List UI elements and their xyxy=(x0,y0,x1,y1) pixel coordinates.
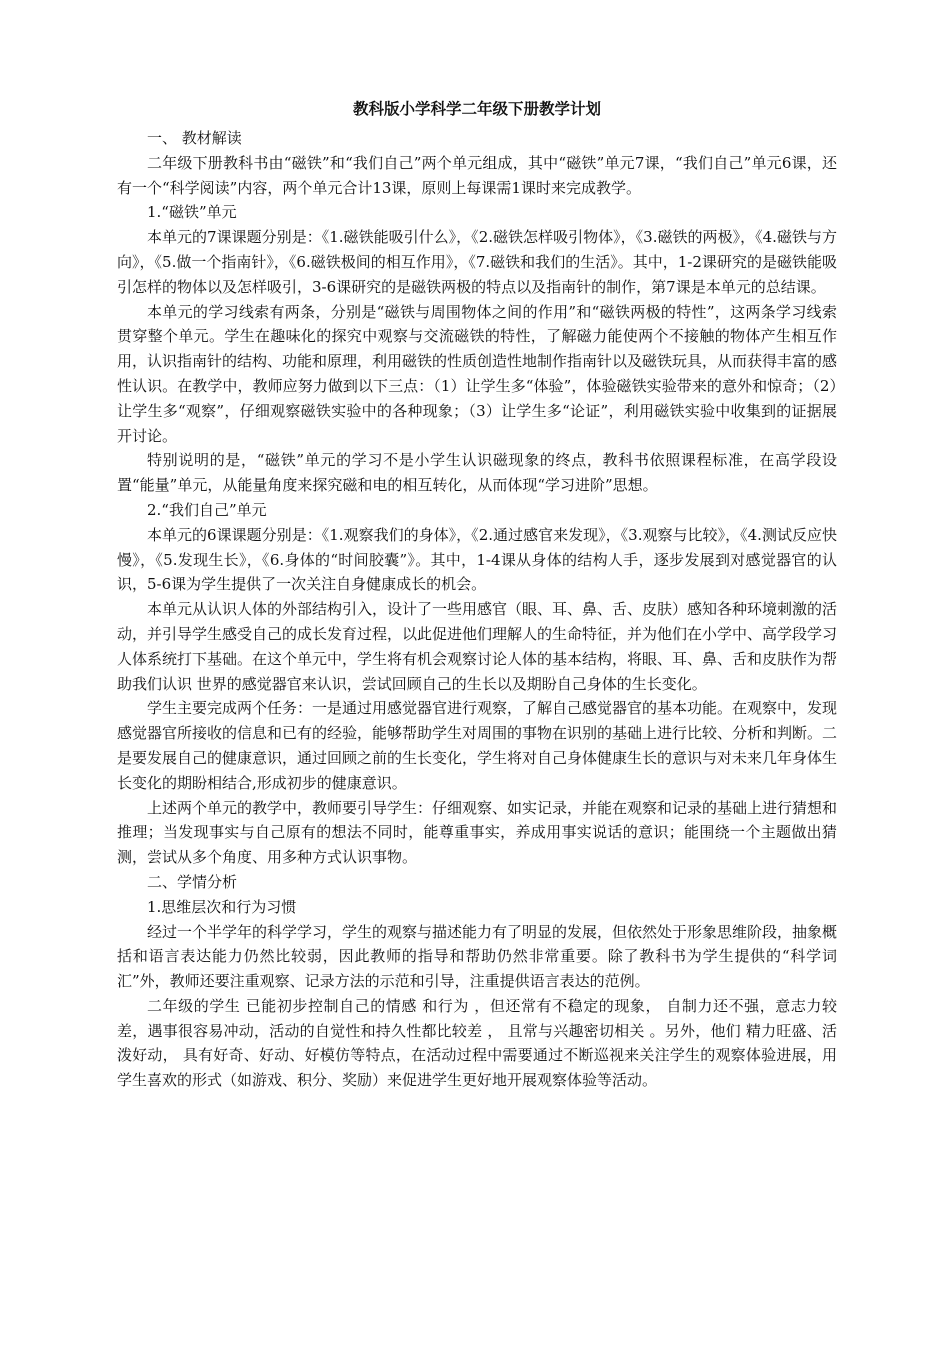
paragraph: 本单元的学习线索有两条，分别是“磁铁与周围物体之间的作用”和“磁铁两极的特性”，这两条学习线索贯穿整个单元。学生在趣味化的探究中观察与交流磁铁的特性，了解磁力能使两个不接触的物体产生相互作用，认识指南针的结构、功能和原理，利用磁铁的性质创造性地制作指南针以及磁铁玩具，从而获得丰富的感性认识。在教学中，教师应努力做到以下三点：（1）让学生多“体验”，体验磁铁实验带来的意外和惊奇；（2）让学生多“观察”，仔细观察磁铁实验中的各种现象；（3）让学生多“论证”，利用磁铁实验中收集到的证据展开讨论。 xyxy=(117,302,838,445)
paragraph: 特别说明的是，“磁铁”单元的学习不是小学生认识磁现象的终点，教科书依照课程标准，在高学段设置“能量”单元，从能量角度来探究磁和电的相互转化，从而体现“学习进阶”思想。 xyxy=(117,451,837,495)
paragraph: 二年级下册教科书由“磁铁”和“我们自己”两个单元组成，其中“磁铁”单元7课，“我们自己”单元6课，还有一个“科学阅读”内容，两个单元合计13课，原则上每课需1课时来完成教学。 xyxy=(117,153,837,197)
paragraph: 本单元从认识人体的外部结构引入，设计了一些用感官（眼、耳、鼻、舌、皮肤）感知各种环境刺激的活动，并引导学生感受自己的成长发育过程，以此促进他们理解人的生命特征，并为他们在小学中、高学段学习人体系统打下基础。在这个单元中，学生将有机会观察讨论人体的基本结构，将眼、耳、鼻、舌和皮肤作为帮助我们认识 世界的感觉器官来认识，尝试回顾自己的生长以及期盼自己身体的生长变化。 xyxy=(117,600,838,693)
paragraph: 经过一个半学年的科学学习，学生的观察与描述能力有了明显的发展，但依然处于形象思维阶段，抽象概括和语言表达能力仍然比较弱，因此教师的指导和帮助仍然非常重要。除了教科书为学生提供的“科学词汇”外，教师还要注重观察、记录方法的示范和引导，注重提供语言表达的范例。 xyxy=(117,922,838,991)
section-heading-2: 二、学情分析 xyxy=(147,872,238,891)
subsection-heading: 2.“我们自己”单元 xyxy=(147,500,267,519)
subsection-heading: 1.思维层次和行为习惯 xyxy=(147,897,297,916)
paragraph: 二年级的学生 已能初步控制自己的情感 和行为 ，但还常有不稳定的现象， 自制力还不强，意志力较差，遇事很容易冲动，活动的自觉性和持久性都比较差 ， 且常与兴趣密切相关 。另外，他们 精力旺盛、活泼好动， 具有好奇、好动、好模仿等特点，在活动过程中需要通过不断巡视来关注学生的观察体验进展，用学生喜欢的形式（如游戏、积分、奖励）来促进学生更好地开展观察体验等活动。 xyxy=(117,996,837,1090)
paragraph: 上述两个单元的教学中，教师要引导学生：仔细观察、如实记录，并能在观察和记录的基础上进行猜想和推理；当发现事实与自己原有的想法不同时，能尊重事实，养成用事实说话的意识；能围绕一个主题做出猜测，尝试从多个角度、用多种方式认识事物。 xyxy=(117,798,838,867)
document-page xyxy=(117,96,837,1093)
section-heading-1: 一、 教材解读 xyxy=(147,129,242,147)
paragraph: 本单元的6课课题分别是：《1.观察我们的身体》，《2.通过感官来发现》，《3.观察与比较》，《4.测试反应快慢》，《5.发现生长》，《6.身体的“时间胶囊”》。其中，1-4课从身体的结构人手，逐步发展到对感觉器官的认识，5-6课为学生提供了一次关注自身健康成长的机会。 xyxy=(117,525,837,594)
document-title: 教科版小学科学二年级下册教学计划 xyxy=(352,100,601,118)
paragraph: 本单元的7课课题分别是：《1.磁铁能吸引什么》，《2.磁铁怎样吸引物体》，《3.磁铁的两极》，《4.磁铁与方向》，《5.做一个指南针》，《6.磁铁极间的相互作用》，《7.磁铁和我们的生活》。其中，1-2课研究的是磁铁能吸引怎样的物体以及怎样吸引，3-6课研究的是磁铁两极的特点以及指南针的制作，第7课是本单元的总结课。 xyxy=(117,228,837,296)
paragraph: 学生主要完成两个任务：一是通过用感觉器官进行观察，了解自己感觉器官的基本功能。在观察中，发现感觉器官所接收的信息和已有的经验，能够帮助学生对周围的事物在识别的基础上进行比较、分析和判断。二是要发展自己的健康意识，通过回顾之前的生长变化，学生将对自己身体健康生长的意识与对未来几年身体生长变化的期盼相结合,形成初步的健康意识。 xyxy=(117,699,838,792)
subsection-heading: 1.“磁铁”单元 xyxy=(147,203,237,222)
